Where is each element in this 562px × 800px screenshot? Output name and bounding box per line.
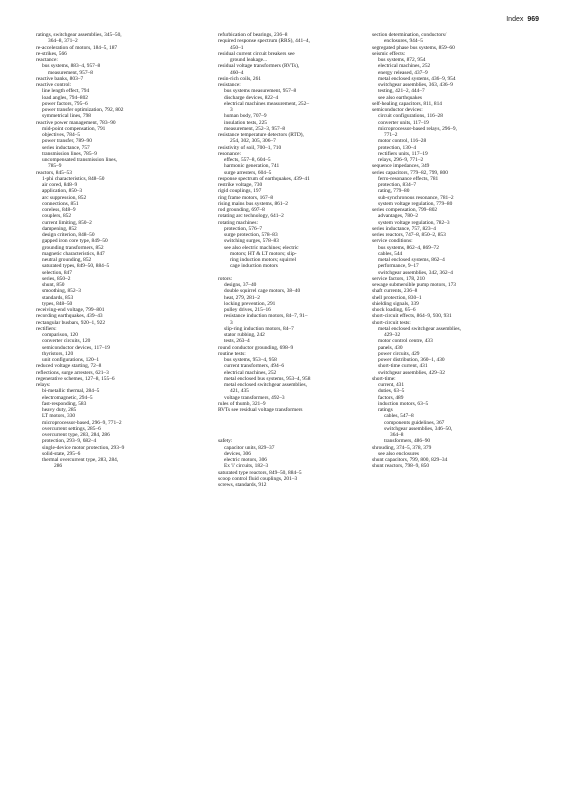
index-entry: measurement, 252–3, 957–8 xyxy=(224,125,286,132)
index-entry: protection, 834–7 xyxy=(378,182,417,188)
index-entry: sewage submersible pump motors, 173 xyxy=(372,282,456,288)
index-entry: resin-rich coils, 261 xyxy=(218,75,261,82)
index-entry: rating, 779–80 xyxy=(378,188,410,195)
index-entry: restrike voltage, 730 xyxy=(218,182,263,188)
header-label: Index xyxy=(506,16,524,23)
index-entry: screws, standards, 912 xyxy=(218,482,267,488)
index-entry: arc suppression, 852 xyxy=(42,194,87,201)
index-entry: microprocessor-based relays, 296–9, xyxy=(378,125,457,132)
index-entry: metal enclosed switchgear assemblies, xyxy=(224,382,307,388)
index-entry: rising mains bus systems, 861–2 xyxy=(218,200,288,207)
index-entry: voltage transformers, 492–3 xyxy=(224,394,285,401)
index-entry: stator rubbing, 242 xyxy=(224,332,265,338)
index-entry: locking prevention, 291 xyxy=(224,300,276,307)
index-entry: rectifiers units, 117–19 xyxy=(378,150,428,157)
index-entry: bus systems, 953–4, 958 xyxy=(224,357,277,363)
index-entry: system voltage regulation, 779–80 xyxy=(378,200,453,207)
index-entry: discharge devices, 822–4 xyxy=(224,94,279,101)
index-entry: service conditions: xyxy=(372,238,413,245)
index-entry: round conductor grounding, 698–9 xyxy=(218,344,294,351)
index-entry: surge arresters, 604–5 xyxy=(224,169,272,176)
index-entry: series reactors, 747–8, 850–2, 853 xyxy=(372,232,446,238)
index-entry: solid-state, 295–6 xyxy=(42,450,81,457)
index-entry: enclosures, 944–5 xyxy=(384,38,423,45)
index-entry: seismic effects: xyxy=(372,50,406,57)
index-entry: metal enclosed bus systems, 953–4, 958 xyxy=(224,375,311,382)
index-entry: electrical machines measurement, 252– xyxy=(224,100,310,107)
index-entry: resistance temperature detectors (RTD), xyxy=(218,132,304,138)
index-entry: 364–8 xyxy=(390,432,404,438)
index-entry: 785–9 xyxy=(48,163,62,170)
index-entry: bus systems measurement, 957–8 xyxy=(224,88,297,95)
index-entry: self-healing capacitors, 811, 814 xyxy=(372,100,443,107)
index-entry: protection, 293–9, 682–4 xyxy=(42,438,97,445)
index-entry: 286 xyxy=(54,463,63,470)
index-entry: fast-responding, 583 xyxy=(42,400,87,407)
index-entry: scoop control fluid couplings, 201–3 xyxy=(218,475,298,482)
index-entry: power circuits, 429 xyxy=(378,350,420,357)
index-entry: advantages, 780–2 xyxy=(378,213,419,220)
index-entry: see also enclosures xyxy=(378,450,420,457)
index-entry: series inductance, 757 xyxy=(42,144,90,151)
index-entry: ring frame motors, 167–8 xyxy=(218,194,274,201)
index-entry: metal enclosed systems, 862–4 xyxy=(378,257,445,263)
index-entry: short-circuit tests: xyxy=(372,319,411,326)
index-entry: unit configurations, 120–1 xyxy=(42,357,100,363)
index-entry: line length effect, 794 xyxy=(42,88,90,95)
index-entry: grounding transformers, 852 xyxy=(42,244,104,251)
index-entry: rectifiers: xyxy=(36,325,57,332)
index-entry: bus systems, 883–4, 957–8 xyxy=(42,63,101,70)
index-entry: current, 431 xyxy=(378,382,405,388)
index-entry: semiconductor devices, 117–19 xyxy=(42,344,110,351)
index-entry: Ex 'i' circuits, 182–3 xyxy=(224,463,269,470)
index-entry: comparison, 120 xyxy=(42,332,78,338)
index-entry: coreless, 848–9 xyxy=(42,207,76,213)
index-entry: 3 xyxy=(230,107,233,113)
index-entry: magnetic characteristics, 847 xyxy=(42,250,105,257)
index-entry: converter circuits, 120 xyxy=(42,338,91,345)
running-header xyxy=(506,16,539,23)
index-entry: power transfer, 789–90 xyxy=(42,138,92,145)
index-entry: slip-ring induction motors, 84–7 xyxy=(224,325,294,332)
index-entry: shock loading, 65–6 xyxy=(372,307,416,313)
index-entry: reactive power management, 783–90 xyxy=(36,119,116,126)
index-entry: uncompensated transmission lines, xyxy=(42,157,118,163)
index-entry: resistance induction motors, 84–7, 91– xyxy=(224,313,308,320)
index-entry: motors; HT & LT motors; slip- xyxy=(230,250,297,257)
index-entry: power factors, 795–6 xyxy=(42,100,88,107)
index-entry: required response spectrum (RRS), 441–4, xyxy=(218,38,310,45)
index-entry: power transfer optimization, 792, 802 xyxy=(42,107,124,113)
index-entry: shrouding, 374–5, 378, 379 xyxy=(372,444,432,451)
index-entry: transformers, 486–90 xyxy=(384,438,431,445)
index-entry: bus systems, 862–4, 869–72 xyxy=(378,244,439,251)
index-column-1 xyxy=(36,32,208,470)
index-entry: microprocessor-based, 296–9, 771–2 xyxy=(42,419,122,426)
index-entry: recording earthquakes, 439–43 xyxy=(36,313,103,320)
index-entry: safety: xyxy=(218,438,233,445)
index-entry: electromagnetic, 294–5 xyxy=(42,394,93,401)
index-entry: duties, 63–5 xyxy=(378,388,405,395)
index-entry: induction motors, 63–5 xyxy=(378,400,429,407)
index-entry: harmonic generation, 741 xyxy=(224,163,280,170)
index-entry: cables, 547–8 xyxy=(384,413,414,420)
index-entry: service factors, 178, 210 xyxy=(372,275,425,282)
index-entry: shunt reactors, 798–9, 850 xyxy=(372,463,430,470)
index-entry: resonance: xyxy=(218,150,242,157)
index-entry: testing, 421–2, 444–7 xyxy=(378,88,425,95)
index-entry: rotors: xyxy=(218,275,233,282)
index-entry: single-device motor protection, 293–9 xyxy=(42,444,125,451)
index-entry: types, 848–50 xyxy=(42,300,73,307)
index-entry: LT motors, 330 xyxy=(42,413,76,420)
index-entry: saturated types, 849–50, 884–5 xyxy=(42,263,110,270)
index-entry: mid-point compensation, 791 xyxy=(42,125,106,132)
index-entry: 1-phi characteristics, 848–50 xyxy=(42,175,105,182)
index-entry: regenerative schemes, 127–8, 155–6 xyxy=(36,375,115,382)
index-entry: shaft currents, 236–8 xyxy=(372,288,418,295)
index-entry: 771–2 xyxy=(384,132,398,138)
index-entry: residual current circuit breakers see xyxy=(218,50,295,57)
index-entry: cables, 544 xyxy=(378,250,403,257)
index-entry: ratings, switchgear assemblies, 345–50, xyxy=(36,32,122,38)
index-entry: saturated type reactors, 849–50, 884–5 xyxy=(218,469,302,476)
index-entry: converter units, 117–19 xyxy=(378,119,429,126)
index-entry: devices, 306 xyxy=(224,450,251,457)
index-entry: cage induction motors xyxy=(230,263,278,270)
index-entry: protection, 576–7 xyxy=(224,225,263,232)
index-entry: current limiting, 850–2 xyxy=(42,219,92,226)
index-entry: rules of thumb, 321–9 xyxy=(218,400,266,407)
index-entry: rigid couplings, 197 xyxy=(218,188,262,195)
index-entry: system voltage regulation, 782–3 xyxy=(378,219,450,226)
index-entry: reactive control: xyxy=(36,82,72,88)
index-entry: routine tests: xyxy=(218,350,246,357)
index-entry: ferro-resonance effects, 781 xyxy=(378,175,439,182)
index-entry: see also electric machines; electric xyxy=(224,244,299,251)
index-entry: 429–32 xyxy=(384,332,401,338)
index-entry: reflections, surge arresters, 621–3 xyxy=(36,369,109,376)
index-entry: series compensation, 799–802 xyxy=(372,207,438,213)
index-entry: designs, 37–40 xyxy=(224,282,257,288)
index-entry: load angles, 794–802 xyxy=(42,94,88,101)
index-column-2 xyxy=(218,32,390,488)
index-entry: overcurrent settings, 285–6 xyxy=(42,425,101,432)
index-entry: reactive banks, 803–7 xyxy=(36,75,84,82)
index-entry: electrical machines, 252 xyxy=(224,369,277,376)
index-entry: insulation tests, 225 xyxy=(224,119,267,126)
index-entry: electric motors, 306 xyxy=(224,457,267,463)
index-column-3 xyxy=(372,32,540,470)
index-entry: resistivity of soil, 700–1, 710 xyxy=(218,144,282,151)
index-entry: see also earthquakes xyxy=(378,94,423,101)
index-entry: factors, 489 xyxy=(378,394,404,401)
index-entry: metal enclosed systems, 436–9, 954 xyxy=(378,75,456,82)
index-entry: heavy duty, 285 xyxy=(42,407,77,413)
index-entry: power distribution, 360–1, 430 xyxy=(378,357,445,363)
index-entry: receiving-end voltage, 799–801 xyxy=(36,307,105,313)
index-entry: surge protection, 578–83 xyxy=(224,232,278,238)
index-entry: bi-metallic thermal, 284–5 xyxy=(42,388,100,395)
index-entry: 460–4 xyxy=(230,69,244,76)
page-number: 969 xyxy=(527,16,539,23)
index-entry: circuit configurations, 116–28 xyxy=(378,113,443,120)
index-entry: ratings xyxy=(378,407,393,413)
index-entry: neutral grounding, 852 xyxy=(42,257,92,263)
index-entry: performance, 9–17 xyxy=(378,263,419,270)
index-entry: measurement, 957–8 xyxy=(48,69,93,76)
index-entry: design criterion, 848–50 xyxy=(42,232,95,238)
index-entry: reactance: xyxy=(36,57,58,63)
index-entry: sequence impedances, 349 xyxy=(372,163,430,170)
index-entry: 254, 302, 305, 306–7 xyxy=(230,138,276,145)
index-entry: rectangular busbars, 920–1, 922 xyxy=(36,319,106,326)
index-entry: rod grounding, 697–8 xyxy=(218,207,265,213)
index-entry: shell protection, 830–1 xyxy=(372,294,422,301)
index-entry: ground leakage... xyxy=(230,57,268,63)
index-entry: metal enclosed switchgear assemblies, xyxy=(378,325,461,332)
index-entry: 450–1 xyxy=(230,44,244,51)
index-entry: selection, 847 xyxy=(42,269,72,276)
index-entry: semiconductor devices: xyxy=(372,107,423,113)
index-entry: thyristors, 120 xyxy=(42,350,74,357)
index-entry: shielding signals, 339 xyxy=(372,300,419,307)
index-entry: switchgear assemblies, 342, 362–4 xyxy=(378,269,454,276)
index-entry: short-time current, 431 xyxy=(378,363,428,370)
index-entry: shunt, 850 xyxy=(42,282,65,288)
index-entry: objectives, 784–5 xyxy=(42,132,81,138)
index-entry: effects, 557–8, 604–5 xyxy=(224,157,271,163)
index-entry: refurbication of bearings, 236–8 xyxy=(218,32,288,38)
index-entry: tests, 263–4 xyxy=(224,338,250,345)
index-entry: short-time: xyxy=(372,375,396,382)
index-entry: residual voltage transformers (RVTs), xyxy=(218,63,300,70)
index-entry: application, 850–3 xyxy=(42,188,83,195)
index-entry: switchgear assemblies, 346–50, xyxy=(384,425,453,432)
index-entry: section determination, conductors/ xyxy=(372,32,447,38)
index-entry: segregated phase bus systems, 859–60 xyxy=(372,44,455,51)
index-entry: bus systems, 872, 954 xyxy=(378,57,426,63)
index-entry: components guidelines, 367 xyxy=(384,419,445,426)
index-entry: couplers, 852 xyxy=(42,213,72,220)
index-entry: re-strikes, 566 xyxy=(36,50,67,57)
index-entry: motor control, 116–28 xyxy=(378,138,427,145)
index-entry: reactors, 845–53 xyxy=(36,169,72,176)
index-entry: thermal overcurrent type, 283, 284, xyxy=(42,457,119,463)
index-entry: re-acceleration of motors, 184–5, 187 xyxy=(36,44,118,51)
index-entry: response spectrum of earthquakes, 439–41 xyxy=(218,175,310,182)
index-entry: dampening, 852 xyxy=(42,225,77,232)
index-entry: 364–8, 371–2 xyxy=(48,38,78,45)
index-entry: connections, 851 xyxy=(42,200,79,207)
index-entry: air cored, 848–9 xyxy=(42,182,78,188)
index-entry: motor control centre, 433 xyxy=(378,338,433,345)
index-entry: heat, 279, 281–2 xyxy=(224,294,260,301)
index-entry: RVTs see residual voltage transformers xyxy=(218,407,303,413)
index-entry: relays, 296–9, 771–2 xyxy=(378,157,424,163)
index-entry: double squirrel cage motors, 38–40 xyxy=(224,288,301,295)
index-entry: switchgear assemblies, 363, 436–9 xyxy=(378,82,454,88)
index-entry: gapped iron core type, 849–50 xyxy=(42,238,108,245)
index-entry: transmission lines, 785–9 xyxy=(42,150,97,157)
index-entry: reduced voltage starting, 72–8 xyxy=(36,363,102,370)
index-entry: standards, 853 xyxy=(42,294,74,301)
index-entry: panels, 430 xyxy=(378,344,403,351)
index-entry: series capacitors, 779–82, 799, 800 xyxy=(372,169,448,176)
index-entry: protection, 130–4 xyxy=(378,144,417,151)
index-entry: sub-synchronous resonance, 781–2 xyxy=(378,194,454,201)
index-entry: rotating machines: xyxy=(218,219,258,226)
index-entry: symmetrical lines, 798 xyxy=(42,113,91,120)
index-entry: overcurrent type, 283, 284, 286 xyxy=(42,432,110,438)
index-entry: smoothing, 852–3 xyxy=(42,288,81,295)
index-entry: shunt capacitors, 799, 800, 829–34 xyxy=(372,457,448,463)
index-entry: series, 850–2 xyxy=(42,275,71,282)
index-entry: human body, 707–9 xyxy=(224,113,267,120)
index-entry: current transformers, 494–6 xyxy=(224,363,285,370)
index-entry: switching surges, 578–83 xyxy=(224,238,279,245)
index-entry: relays: xyxy=(36,382,51,388)
index-entry: pulley drives, 215–16 xyxy=(224,307,271,313)
index-entry: 3 xyxy=(230,319,233,326)
index-entry: short-circuit effects, 864–9, 930, 931 xyxy=(372,313,452,320)
index-entry: ring induction motors; squirrel xyxy=(230,257,297,263)
index-entry: switchgear assemblies, 429–32 xyxy=(378,369,445,376)
index-entry: electrical machines, 252 xyxy=(378,63,431,70)
index-entry: resistance: xyxy=(218,82,241,88)
index-entry: 421, 435 xyxy=(230,388,249,395)
index-entry: energy released, 437–9 xyxy=(378,69,428,76)
index-entry: capacitor units, 829–37 xyxy=(224,444,275,451)
index-entry: series inductance, 757, 823–4 xyxy=(372,225,436,232)
index-entry: rotating arc technology, 641–2 xyxy=(218,213,284,220)
